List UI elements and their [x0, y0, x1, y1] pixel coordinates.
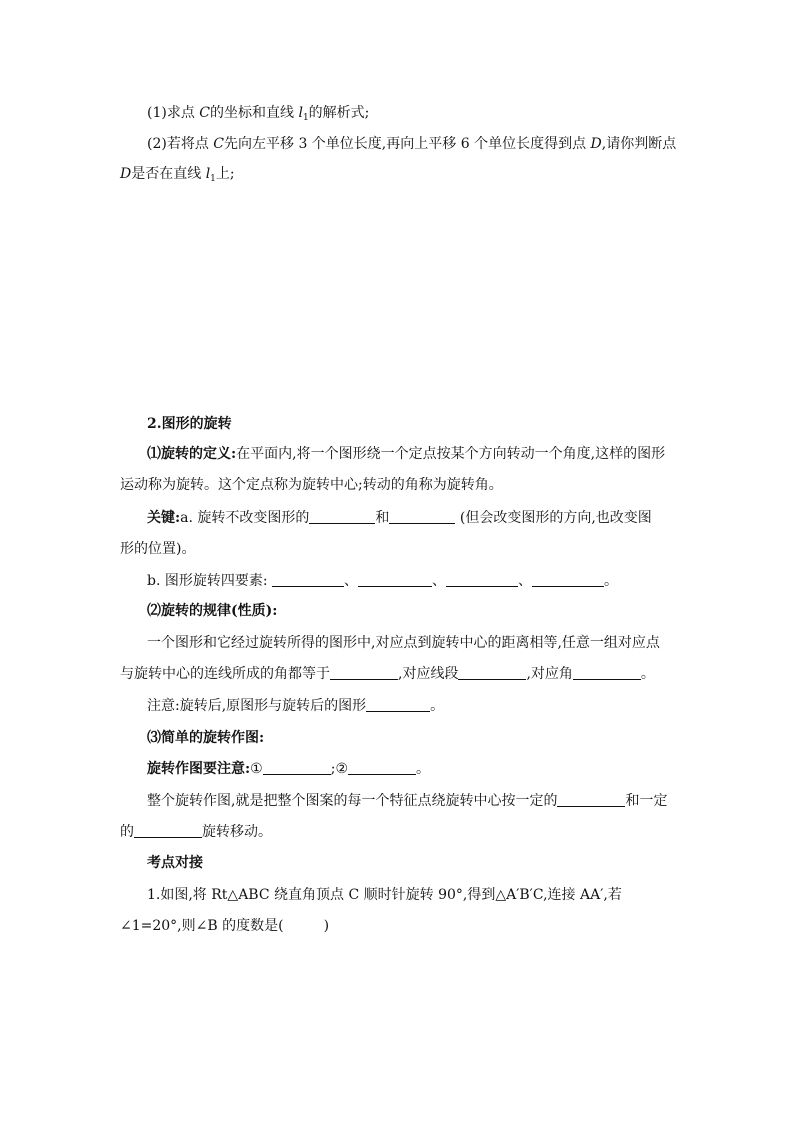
exercise-1-close: ): [323, 918, 330, 934]
blank: [458, 665, 526, 680]
key-point-cont: 形的位置)。: [120, 541, 196, 557]
q1-text-2: 的坐标和直线: [210, 105, 299, 121]
q1-text-3: 的解析式;: [308, 105, 370, 121]
blank: [358, 572, 432, 587]
draw-circle-1: ①: [250, 761, 263, 777]
q1-line-l: l: [298, 105, 303, 121]
question-1: [147, 103, 707, 123]
exercise-1-cont: [120, 916, 680, 936]
blank: [446, 572, 518, 587]
elements-sep: 、: [518, 573, 533, 589]
q2b-line-l: l: [205, 166, 211, 182]
question-2-cont: [120, 164, 680, 184]
blank: [272, 572, 344, 587]
draw-end: 。: [416, 761, 431, 777]
q2-point-c: C: [213, 136, 224, 152]
note: [147, 696, 707, 716]
law-part-a: 与旋转中心的连线所成的角都等于: [120, 666, 330, 682]
exam-title: 考点对接: [147, 855, 203, 871]
four-elements: [147, 571, 707, 591]
blank: [348, 760, 416, 775]
law-text-2: [120, 664, 680, 684]
definition-cont: 运动称为旋转。这个定点称为旋转中心;转动的角称为旋转角。: [120, 477, 503, 493]
exercise-1: 1.如图,将 Rt△ABC 绕直角顶点 C 顺时针旋转 90°,得到△A′B′C,连接 AA′,若: [147, 887, 622, 903]
key-text-2: (但会改变图形的方向,也改变图: [455, 510, 652, 526]
q2-text-1: (2)若将点: [147, 136, 214, 152]
law-part-c: ,对应角: [526, 666, 573, 682]
draw-text-1: [147, 791, 707, 811]
definition-text: 在平面内,将一个图形绕一个定点按某个方向转动一个角度,这样的图形: [236, 446, 666, 462]
definition: [147, 444, 707, 464]
draw-label: 旋转作图要注意:: [147, 761, 251, 777]
q2-point-d: D: [590, 136, 602, 152]
draw-sep: ;: [330, 761, 336, 777]
key-text-1: a. 旋转不改变图形的: [180, 510, 310, 526]
draw-text-2a: 的: [120, 824, 134, 840]
law-text-1: 一个图形和它经过旋转所得的图形中,对应点到旋转中心的距离相等,任意一组对应点: [147, 635, 660, 651]
blank: [330, 665, 398, 680]
definition-label: ⑴旋转的定义:: [147, 446, 237, 462]
q1-text-1: (1)求点: [147, 105, 200, 121]
key-and: 和: [375, 510, 390, 526]
q2b-text-1: 是否在直线: [131, 166, 206, 182]
question-2: [147, 134, 707, 154]
q2b-point-d: D: [120, 166, 132, 182]
note-end: 。: [430, 698, 445, 714]
blank: [263, 760, 331, 775]
q1-point-c: C: [199, 105, 210, 121]
blank: [573, 665, 641, 680]
q1-line-sub: 1: [302, 113, 309, 123]
law-part-b: ,对应线段: [398, 666, 459, 682]
q2-text-3: ,请你判断点: [601, 136, 677, 152]
blank: [389, 509, 455, 524]
law-title: ⑵旋转的规律(性质):: [147, 603, 278, 619]
draw-text-2: [120, 822, 680, 842]
draw-notes: [147, 759, 707, 779]
elements-sep: 、: [432, 573, 447, 589]
exercise-1-text: ∠1=20°,则∠B 的度数是(: [120, 918, 284, 934]
draw-circle-2: ②: [335, 761, 349, 777]
elements-sep: 、: [344, 573, 359, 589]
note-text: 注意:旋转后,原图形与旋转后的图形: [147, 698, 367, 714]
key-point: [147, 508, 707, 528]
draw-title: ⑶简单的旋转作图:: [147, 730, 265, 746]
elements-end: 。: [604, 573, 619, 589]
blank: [309, 509, 375, 524]
blank: [557, 792, 625, 807]
draw-text-2b: 旋转移动。: [202, 824, 272, 840]
draw-text-1b: 和一定: [625, 793, 668, 809]
draw-text-1a: 整个旋转作图,就是把整个图案的每一个特征点绕旋转中心按一定的: [147, 793, 558, 809]
section-title: 2.图形的旋转: [147, 416, 232, 432]
blank: [366, 697, 430, 712]
key-label: 关键:: [147, 510, 181, 526]
q2-text-2: 先向左平移 3 个单位长度,再向上平移 6 个单位长度得到点: [224, 136, 591, 152]
law-end: 。: [640, 666, 655, 682]
q2b-text-2: 上;: [215, 166, 235, 182]
q2b-line-sub: 1: [210, 174, 216, 184]
elements-text: b. 图形旋转四要素:: [147, 573, 268, 589]
blank: [134, 823, 202, 838]
blank: [532, 572, 604, 587]
